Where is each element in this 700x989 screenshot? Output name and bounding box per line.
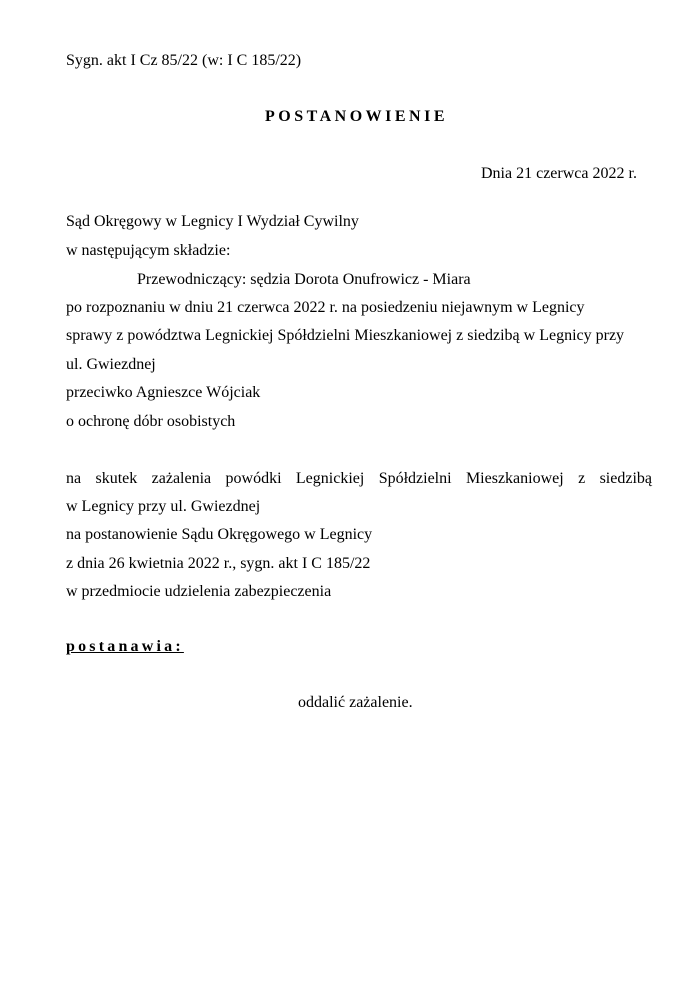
court-name: Sąd Okręgowy w Legnicy I Wydział Cywilny — [66, 213, 359, 230]
complaint-line-4: z dnia 26 kwietnia 2022 r., sygn. akt I C 185/22 — [66, 555, 371, 572]
hearing-line-2: sprawy z powództwa Legnickiej Spółdzielni Mieszkaniowej z siedzibą w Legnicy przy — [66, 327, 625, 344]
case-signature: Sygn. akt I Cz 85/22 (w: I C 185/22) — [66, 52, 302, 69]
document-title: POSTANOWIENIE — [265, 108, 449, 125]
hearing-line-3: ul. Gwiezdnej — [66, 356, 156, 373]
decision-ruling: oddalić zażalenie. — [298, 694, 413, 711]
presiding-judge: Przewodniczący: sędzia Dorota Onufrowicz - Miara — [137, 271, 471, 288]
document-date: Dnia 21 czerwca 2022 r. — [481, 165, 637, 182]
hearing-subject: o ochronę dóbr osobistych — [66, 413, 236, 430]
complaint-line-5: w przedmiocie udzielenia zabezpieczenia — [66, 583, 332, 600]
hearing-line-1: po rozpoznaniu w dniu 21 czerwca 2022 r. na posiedzeniu niejawnym w Legnicy — [66, 299, 585, 316]
complaint-line-1: na skutek zażalenia powódki Legnickiej Spółdzielni Mieszkaniowej z siedzibą — [66, 470, 652, 487]
court-composition-intro: w następującym składzie: — [66, 242, 231, 259]
decision-heading: postanawia: — [66, 638, 184, 655]
complaint-line-2: w Legnicy przy ul. Gwiezdnej — [66, 498, 261, 515]
complaint-line-3: na postanowienie Sądu Okręgowego w Legnicy — [66, 526, 373, 543]
hearing-defendant: przeciwko Agnieszce Wójciak — [66, 384, 261, 401]
